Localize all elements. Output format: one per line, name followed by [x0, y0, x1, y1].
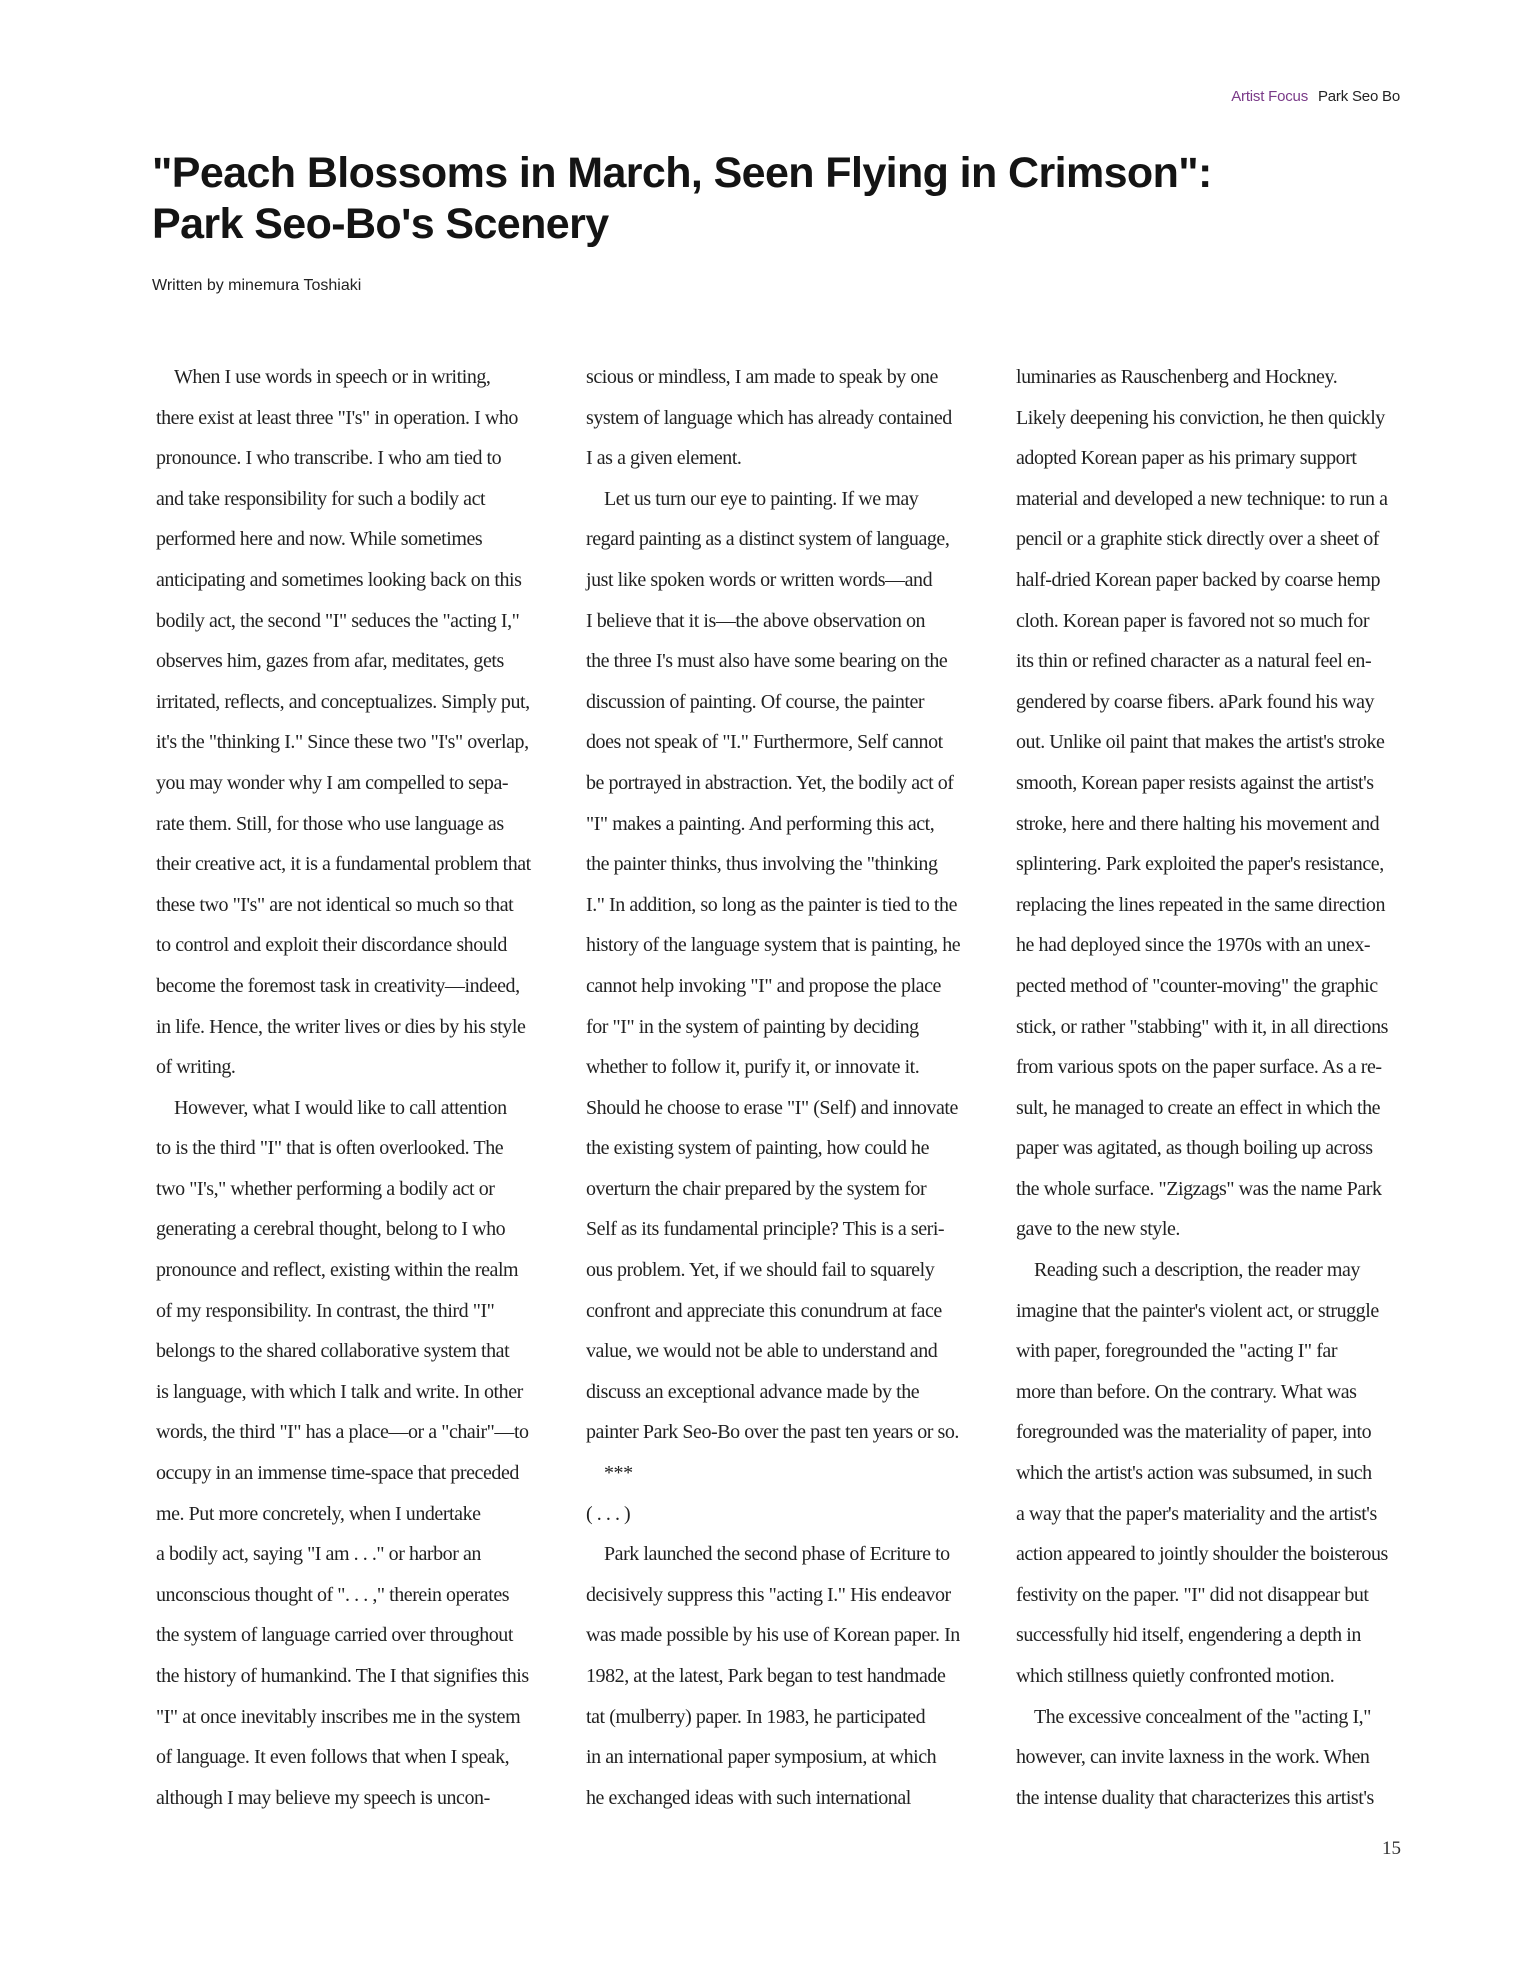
text-line: was made possible by his use of Korean paper. In: [586, 1624, 960, 1647]
text-line: I." In addition, so long as the painter is tied to the: [586, 893, 958, 916]
text-line: these two "I's" are not identical so much so that: [156, 893, 514, 916]
text-line: "I" makes a painting. And performing this act,: [586, 812, 935, 835]
text-line: he had deployed since the 1970s with an unex-: [1016, 934, 1371, 957]
section-label: Artist Focus: [1231, 88, 1309, 105]
text-line: performed here and now. While sometimes: [156, 528, 483, 551]
text-line: and take responsibility for such a bodily act: [156, 487, 486, 510]
text-line: however, can invite laxness in the work. When: [1016, 1746, 1370, 1769]
text-line: discuss an exceptional advance made by the: [586, 1380, 920, 1403]
text-line: half-dried Korean paper backed by coarse hemp: [1016, 568, 1381, 591]
text-line: their creative act, it is a fundamental problem that: [156, 853, 531, 876]
text-line: Self as its fundamental principle? This is a seri-: [586, 1218, 945, 1241]
text-line: ous problem. Yet, if we should fail to squarely: [586, 1259, 935, 1282]
text-line: its thin or refined character as a natural feel en-: [1016, 650, 1372, 673]
text-line: observes him, gazes from afar, meditates, gets: [156, 650, 504, 673]
text-line: history of the language system that is painting, he: [586, 934, 961, 957]
text-line: for "I" in the system of painting by deciding: [586, 1015, 919, 1038]
text-line: the painter thinks, thus involving the "thinking: [586, 853, 938, 876]
text-line: out. Unlike oil paint that makes the artist's stroke: [1016, 731, 1385, 754]
text-line: generating a cerebral thought, belong to I who: [156, 1218, 506, 1241]
text-line: you may wonder why I am compelled to sepa-: [156, 771, 509, 794]
running-header: [1231, 88, 1400, 105]
text-line: whether to follow it, purify it, or innovate it.: [586, 1056, 920, 1079]
text-line: When I use words in speech or in writing,: [174, 366, 491, 388]
text-line: 1982, at the latest, Park began to test handmade: [586, 1665, 946, 1687]
text-line: he exchanged ideas with such international: [586, 1786, 911, 1809]
artist-label: Park Seo Bo: [1317, 88, 1400, 105]
text-line: from various spots on the paper surface. As a re-: [1016, 1056, 1382, 1079]
text-line: foregrounded was the materiality of paper, into: [1016, 1421, 1372, 1444]
text-line: there exist at least three "I's" in operation. I who: [156, 406, 518, 429]
text-line: with paper, foregrounded the "acting I" far: [1016, 1340, 1338, 1363]
text-line: pected method of "counter-moving" the graphic: [1016, 974, 1378, 997]
text-line: rate them. Still, for those who use language as: [156, 812, 504, 835]
text-line: Park launched the second phase of Ecriture to: [604, 1543, 950, 1566]
text-line: action appeared to jointly shoulder the boisterous: [1016, 1543, 1388, 1566]
text-line: "I" at once inevitably inscribes me in the system: [156, 1705, 521, 1728]
text-line: just like spoken words or written words—and: [586, 568, 933, 591]
text-line: in life. Hence, the writer lives or dies by his style: [156, 1015, 526, 1038]
article-title-line-2: Park Seo-Bo's Scenery: [152, 200, 609, 248]
article-body: [156, 357, 1406, 1809]
text-column-3: [1016, 357, 1416, 1818]
text-line: it's the "thinking I." Since these two "I's" overlap,: [156, 731, 529, 754]
text-line: bodily act, the second "I" seduces the "acting I,": [156, 609, 520, 632]
text-line: a way that the paper's materiality and the artist's: [1016, 1502, 1377, 1525]
byline: Written by minemura Toshiaki: [152, 277, 362, 294]
text-line: belongs to the shared collaborative system that: [156, 1340, 510, 1363]
text-line: is language, with which I talk and write. In other: [156, 1380, 523, 1403]
text-line: the system of language carried over throughout: [156, 1624, 513, 1647]
text-line: become the foremost task in creativity—indeed,: [156, 974, 520, 997]
text-line: replacing the lines repeated in the same direction: [1016, 893, 1386, 916]
text-line: However, what I would like to call attention: [174, 1096, 507, 1119]
text-line: I believe that it is—the above observation on: [586, 609, 926, 632]
text-line: value, we would not be able to understand and: [586, 1340, 938, 1363]
text-column-2: [586, 357, 976, 1818]
text-line: Reading such a description, the reader may: [1034, 1259, 1360, 1282]
text-line: tat (mulberry) paper. In 1983, he participated: [586, 1705, 926, 1728]
text-line: me. Put more concretely, when I undertake: [156, 1502, 481, 1525]
text-line: stroke, here and there halting his movement and: [1016, 812, 1380, 835]
text-line: discussion of painting. Of course, the painter: [586, 690, 925, 713]
text-line: gave to the new style.: [1016, 1218, 1180, 1241]
text-line: material and developed a new technique: to run a: [1016, 487, 1388, 510]
text-line: pronounce and reflect, existing within the realm: [156, 1259, 519, 1282]
text-line: be portrayed in abstraction. Yet, the bodily act of: [586, 771, 954, 794]
text-line: pencil or a graphite stick directly over a sheet of: [1016, 528, 1380, 551]
text-line: overturn the chair prepared by the system for: [586, 1177, 927, 1200]
text-line: gendered by coarse fibers. aPark found his way: [1016, 690, 1375, 713]
page-number: 15: [1382, 1838, 1401, 1859]
text-line: two "I's," whether performing a bodily act or: [156, 1177, 495, 1200]
article-title: [152, 148, 1372, 250]
text-line: in an international paper symposium, at which: [586, 1746, 937, 1769]
text-line: festivity on the paper. "I" did not disappear but: [1016, 1583, 1369, 1606]
text-line: a bodily act, saying "I am . . ." or harbor an: [156, 1543, 481, 1566]
text-line: paper was agitated, as though boiling up across: [1016, 1137, 1373, 1160]
text-line: does not speak of "I." Furthermore, Self cannot: [586, 731, 943, 754]
text-line: of writing.: [156, 1056, 236, 1079]
text-line: system of language which has already contained: [586, 406, 952, 429]
text-line: successfully hid itself, engendering a depth in: [1016, 1624, 1361, 1647]
text-line: imagine that the painter's violent act, or struggle: [1016, 1299, 1379, 1322]
text-line: pronounce. I who transcribe. I who am tied to: [156, 447, 502, 470]
text-line: to is the third "I" that is often overlooked. The: [156, 1137, 504, 1160]
text-line: of my responsibility. In contrast, the third "I": [156, 1299, 495, 1322]
text-line: The excessive concealment of the "acting I,": [1034, 1705, 1371, 1728]
text-line: decisively suppress this "acting I." His endeavor: [586, 1583, 951, 1606]
article-title-line-1: "Peach Blossoms in March, Seen Flying in Crimson":: [152, 149, 1212, 197]
text-line: which stillness quietly confronted motion.: [1016, 1665, 1335, 1687]
text-line: irritated, reflects, and conceptualizes. Simply put,: [156, 690, 530, 713]
text-column-1: [156, 357, 546, 1818]
text-line: Should he choose to erase "I" (Self) and innovate: [586, 1096, 958, 1119]
text-line: Let us turn our eye to painting. If we may: [604, 487, 919, 510]
text-line: ( . . . ): [586, 1502, 631, 1525]
text-line: sult, he managed to create an effect in which the: [1016, 1096, 1381, 1119]
text-line: although I may believe my speech is uncon-: [156, 1786, 490, 1809]
text-line: which the artist's action was subsumed, in such: [1016, 1462, 1372, 1485]
text-line: confront and appreciate this conundrum at face: [586, 1299, 942, 1322]
text-line: more than before. On the contrary. What was: [1016, 1380, 1357, 1403]
text-line: Likely deepening his conviction, he then quickly: [1016, 406, 1385, 429]
text-line: the history of humankind. The I that signifies this: [156, 1665, 529, 1687]
text-line: regard painting as a distinct system of language,: [586, 528, 950, 551]
text-line: of language. It even follows that when I speak,: [156, 1746, 510, 1769]
text-line: the existing system of painting, how could he: [586, 1137, 930, 1160]
text-line: I as a given element.: [586, 447, 742, 470]
text-line: stick, or rather "stabbing" with it, in all directions: [1016, 1015, 1388, 1038]
text-line: anticipating and sometimes looking back on this: [156, 568, 522, 591]
text-line: occupy in an immense time-space that preceded: [156, 1462, 519, 1485]
text-line: luminaries as Rauschenberg and Hockney.: [1016, 366, 1338, 388]
text-line: words, the third "I" has a place—or a "chair"—to: [156, 1421, 529, 1444]
text-line: scious or mindless, I am made to speak by one: [586, 366, 938, 388]
text-line: adopted Korean paper as his primary support: [1016, 447, 1357, 470]
text-line: the intense duality that characterizes this artist's: [1016, 1786, 1374, 1809]
text-line: painter Park Seo-Bo over the past ten years or so.: [586, 1421, 959, 1444]
text-line: the whole surface. "Zigzags" was the name Park: [1016, 1177, 1382, 1200]
text-line: smooth, Korean paper resists against the artist's: [1016, 771, 1374, 794]
text-line: ***: [604, 1462, 633, 1485]
text-line: cannot help invoking "I" and propose the place: [586, 974, 941, 997]
text-line: unconscious thought of ". . . ," therein operates: [156, 1583, 510, 1606]
text-line: the three I's must also have some bearing on the: [586, 650, 948, 673]
text-line: splintering. Park exploited the paper's resistance,: [1016, 853, 1384, 876]
text-line: cloth. Korean paper is favored not so much for: [1016, 609, 1370, 632]
text-line: to control and exploit their discordance should: [156, 934, 507, 957]
